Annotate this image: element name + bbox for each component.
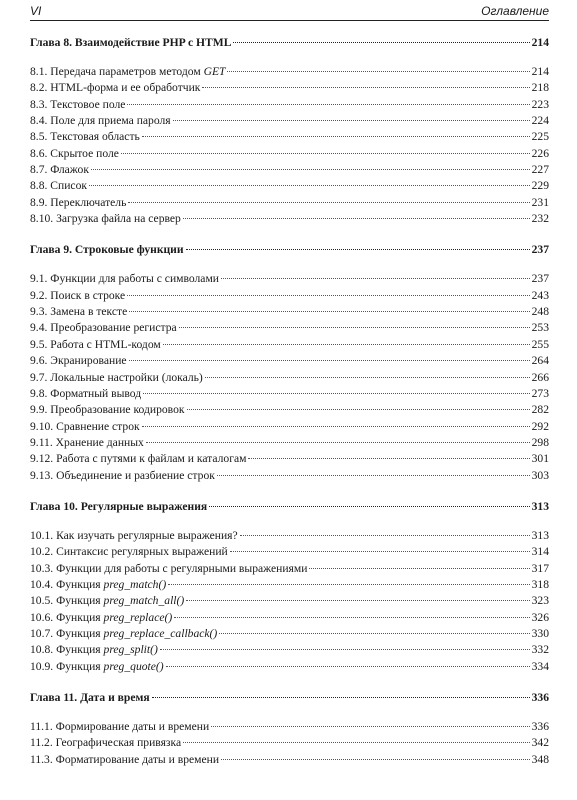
section-title-text: 9.10. Сравнение строк [30, 419, 140, 433]
section-title [30, 435, 144, 451]
section-title [30, 211, 181, 227]
toc-entry [30, 211, 549, 227]
chapter-spacer [30, 484, 549, 498]
section-title [30, 370, 203, 386]
section-title-text: 10.7. Функция [30, 626, 104, 640]
section-page-number: 273 [531, 386, 549, 400]
section-title-text: 8.7. Флажок [30, 163, 89, 177]
section-page-number: 237 [531, 272, 549, 286]
toc-entry [30, 320, 549, 336]
dot-leader [186, 248, 530, 250]
section-title [30, 468, 215, 484]
chapter-page-number: 214 [531, 36, 549, 49]
section-page-number: 342 [531, 736, 549, 750]
toc-entry [30, 735, 549, 751]
dot-leader [230, 550, 530, 552]
section-title-text: 10.2. Синтаксис регулярных выражений [30, 545, 228, 559]
dot-leader [186, 599, 529, 601]
section-title-text: 8.8. Список [30, 179, 88, 193]
section-title [30, 337, 161, 353]
section-page-number: 323 [531, 594, 549, 608]
section-page-number: 298 [531, 435, 549, 449]
toc-entry [30, 80, 549, 96]
toc-entry [30, 719, 549, 735]
section-title-text: 9.12. Работа с путями к файлам и каталогам [30, 452, 247, 466]
chapter-title: Глава 11. Дата и время [30, 691, 150, 704]
running-header [30, 4, 549, 21]
page-number-label: VI [30, 4, 42, 18]
section-title-code: preg_replace() [103, 610, 173, 624]
section-title-code: preg_match() [103, 577, 167, 591]
section-page-number: 214 [531, 65, 549, 78]
section-title-text: 11.2. Географическая привязка [30, 736, 182, 750]
running-title: Оглавление [481, 4, 549, 18]
toc-entry [30, 386, 549, 402]
section-title [30, 659, 164, 675]
dot-leader [160, 648, 530, 650]
dot-leader [248, 457, 529, 459]
section-title-text: 9.6. Экранирование [30, 354, 127, 368]
section-title-code: preg_match_all() [103, 594, 185, 608]
section-title-text: 8.1. Передача параметров методом [30, 65, 204, 78]
section-page-number: 229 [531, 179, 549, 193]
section-title-text: 10.4. Функция [30, 577, 104, 591]
section-title-text: 8.5. Текстовая область [30, 130, 140, 144]
chapter-title: Глава 9. Строковые функции [30, 243, 184, 257]
section-title-text: 10.1. Как изучать регулярные выражения? [30, 528, 238, 542]
toc-entry [30, 593, 549, 609]
dot-leader [240, 534, 530, 536]
section-title [30, 129, 140, 145]
toc-entry [30, 97, 549, 113]
chapter-page-number: 237 [531, 243, 549, 257]
dot-leader [309, 567, 529, 569]
chapter-title: Глава 10. Регулярные выражения [30, 499, 208, 513]
section-title-text: 10.6. Функция [30, 610, 104, 624]
section-title-text: 9.9. Преобразование кодировок [30, 403, 185, 417]
section-page-number: 301 [531, 452, 549, 466]
toc-entry [30, 419, 549, 435]
section-page-number: 218 [531, 81, 549, 95]
section-title [30, 288, 125, 304]
toc-entry [30, 528, 549, 544]
section-title [30, 80, 200, 96]
dot-leader [227, 70, 529, 72]
dot-leader [168, 583, 529, 585]
chapter-heading [30, 498, 549, 516]
section-page-number: 332 [531, 643, 549, 657]
section-page-number: 314 [531, 545, 549, 559]
toc-entry [30, 304, 549, 320]
section-page-number: 227 [531, 163, 549, 177]
section-title-text: 9.5. Работа с HTML-кодом [30, 337, 161, 351]
toc-entry [30, 353, 549, 369]
toc-chapter [30, 498, 549, 675]
chapter-heading [30, 241, 549, 259]
section-title [30, 402, 185, 418]
toc-entry [30, 659, 549, 675]
chapter-heading [30, 689, 549, 707]
dot-leader [179, 326, 530, 328]
dot-leader [142, 135, 530, 137]
section-title-code: preg_quote() [103, 659, 164, 673]
section-title [30, 320, 177, 336]
toc-entry [30, 402, 549, 418]
section-page-number: 317 [531, 561, 549, 575]
chapter-page-number: 336 [531, 691, 549, 704]
section-title [30, 593, 184, 609]
toc-entry [30, 752, 549, 768]
toc-entry [30, 162, 549, 178]
dot-leader [183, 741, 529, 743]
section-title-text: 8.6. Скрытое поле [30, 146, 119, 160]
dot-leader [221, 758, 530, 760]
toc-entry [30, 146, 549, 162]
dot-leader [205, 376, 530, 378]
section-title-code: preg_split() [103, 643, 158, 657]
toc-entry [30, 435, 549, 451]
section-title [30, 752, 219, 768]
section-page-number: 313 [531, 528, 549, 542]
dot-leader [129, 310, 529, 312]
table-of-contents [30, 34, 549, 768]
dot-leader [127, 294, 529, 296]
section-title-text: 8.3. Текстовое поле [30, 97, 126, 111]
section-title [30, 528, 238, 544]
section-page-number: 224 [531, 114, 549, 128]
chapter-spacer [30, 675, 549, 689]
section-title [30, 719, 209, 735]
section-title [30, 162, 89, 178]
section-title [30, 146, 119, 162]
dot-leader [211, 725, 529, 727]
toc-entry [30, 610, 549, 626]
section-page-number: 326 [531, 610, 549, 624]
toc-entry [30, 468, 549, 484]
dot-leader [127, 103, 529, 105]
section-title-text: 9.7. Локальные настройки (локаль) [30, 370, 203, 384]
section-page-number: 292 [531, 419, 549, 433]
dot-leader [166, 665, 530, 667]
dot-leader [152, 696, 530, 698]
dot-leader [91, 168, 530, 170]
dot-leader [174, 616, 529, 618]
dot-leader [221, 277, 530, 279]
section-title-text: 9.13. Объединение и разбиение строк [30, 468, 215, 482]
toc-chapter [30, 689, 549, 768]
toc-entry [30, 451, 549, 467]
dot-leader [219, 632, 529, 634]
section-title-text: 9.3. Замена в тексте [30, 305, 128, 319]
section-title-text: 11.1. Формирование даты и времени [30, 720, 210, 733]
dot-leader [217, 474, 530, 476]
section-page-number: 264 [531, 354, 549, 368]
dot-leader [209, 505, 529, 507]
section-title [30, 451, 246, 467]
dot-leader [89, 184, 530, 186]
toc-entry [30, 577, 549, 593]
section-title-code: GET [203, 65, 226, 78]
section-title-text: 9.11. Хранение данных [30, 435, 144, 449]
section-page-number: 231 [531, 195, 549, 209]
section-page-number: 253 [531, 321, 549, 335]
section-title-text: 9.4. Преобразование регистра [30, 321, 177, 335]
toc-entry [30, 178, 549, 194]
toc-entry [30, 642, 549, 658]
section-title [30, 178, 87, 194]
dot-leader [163, 343, 530, 345]
section-title-text: 11.3. Форматирование даты и времени [30, 752, 220, 766]
section-title [30, 577, 166, 593]
chapter-spacer [30, 227, 549, 241]
section-title-text: 8.2. HTML-форма и ее обработчик [30, 81, 201, 95]
toc-entry [30, 544, 549, 560]
dot-leader [128, 201, 529, 203]
section-title [30, 419, 140, 435]
section-title [30, 195, 126, 211]
section-title-code: preg_replace_callback() [103, 626, 218, 640]
toc-entry [30, 288, 549, 304]
dot-leader [202, 86, 529, 88]
section-page-number: 223 [531, 97, 549, 111]
section-page-number: 255 [531, 337, 549, 351]
section-title [30, 64, 225, 80]
section-title [30, 113, 171, 129]
section-title [30, 626, 217, 642]
section-title [30, 304, 127, 320]
chapter-page-number: 313 [531, 499, 549, 513]
toc-chapter [30, 241, 549, 483]
section-page-number: 318 [531, 577, 549, 591]
section-title-text: 8.10. Загрузка файла на сервер [30, 212, 181, 226]
section-page-number: 348 [531, 752, 549, 766]
toc-entry [30, 195, 549, 211]
section-page-number: 243 [531, 288, 549, 302]
section-title [30, 561, 307, 577]
toc-entry [30, 64, 549, 80]
toc-entry [30, 271, 549, 287]
section-title-text: 8.4. Поле для приема пароля [30, 114, 171, 128]
section-title [30, 97, 125, 113]
section-page-number: 282 [531, 403, 549, 417]
dot-leader [233, 41, 529, 43]
section-page-number: 336 [531, 720, 549, 733]
toc-entry [30, 370, 549, 386]
dot-leader [143, 392, 529, 394]
dot-leader [173, 119, 530, 121]
section-page-number: 303 [531, 468, 549, 482]
section-title [30, 544, 228, 560]
section-title-text: 10.9. Функция [30, 659, 104, 673]
chapter-heading [30, 34, 549, 52]
section-title [30, 642, 158, 658]
chapter-title: Глава 8. Взаимодействие PHP с HTML [30, 36, 232, 49]
toc-chapter [30, 34, 549, 227]
section-page-number: 330 [531, 626, 549, 640]
section-title-text: 9.2. Поиск в строке [30, 288, 126, 302]
toc-entry [30, 626, 549, 642]
section-title [30, 610, 172, 626]
section-title [30, 353, 127, 369]
section-title-text: 10.5. Функция [30, 594, 104, 608]
section-title-text: 10.3. Функции для работы с регулярными выражениями [30, 561, 308, 575]
dot-leader [187, 408, 530, 410]
toc-entry [30, 337, 549, 353]
section-title-text: 8.9. Переключатель [30, 195, 127, 209]
section-title [30, 271, 219, 287]
section-page-number: 226 [531, 146, 549, 160]
section-title-text: 9.1. Функции для работы с символами [30, 272, 219, 286]
section-page-number: 334 [531, 659, 549, 673]
dot-leader [121, 152, 530, 154]
dot-leader [146, 441, 530, 443]
section-title-text: 9.8. Форматный вывод [30, 386, 142, 400]
toc-entry [30, 113, 549, 129]
section-page-number: 225 [531, 130, 549, 144]
section-page-number: 232 [531, 212, 549, 226]
dot-leader [142, 425, 530, 427]
section-title-text: 10.8. Функция [30, 643, 104, 657]
dot-leader [129, 359, 530, 361]
section-title [30, 386, 141, 402]
section-page-number: 248 [531, 305, 549, 319]
toc-entry [30, 561, 549, 577]
section-title [30, 735, 181, 751]
section-page-number: 266 [531, 370, 549, 384]
dot-leader [183, 217, 530, 219]
toc-entry [30, 129, 549, 145]
